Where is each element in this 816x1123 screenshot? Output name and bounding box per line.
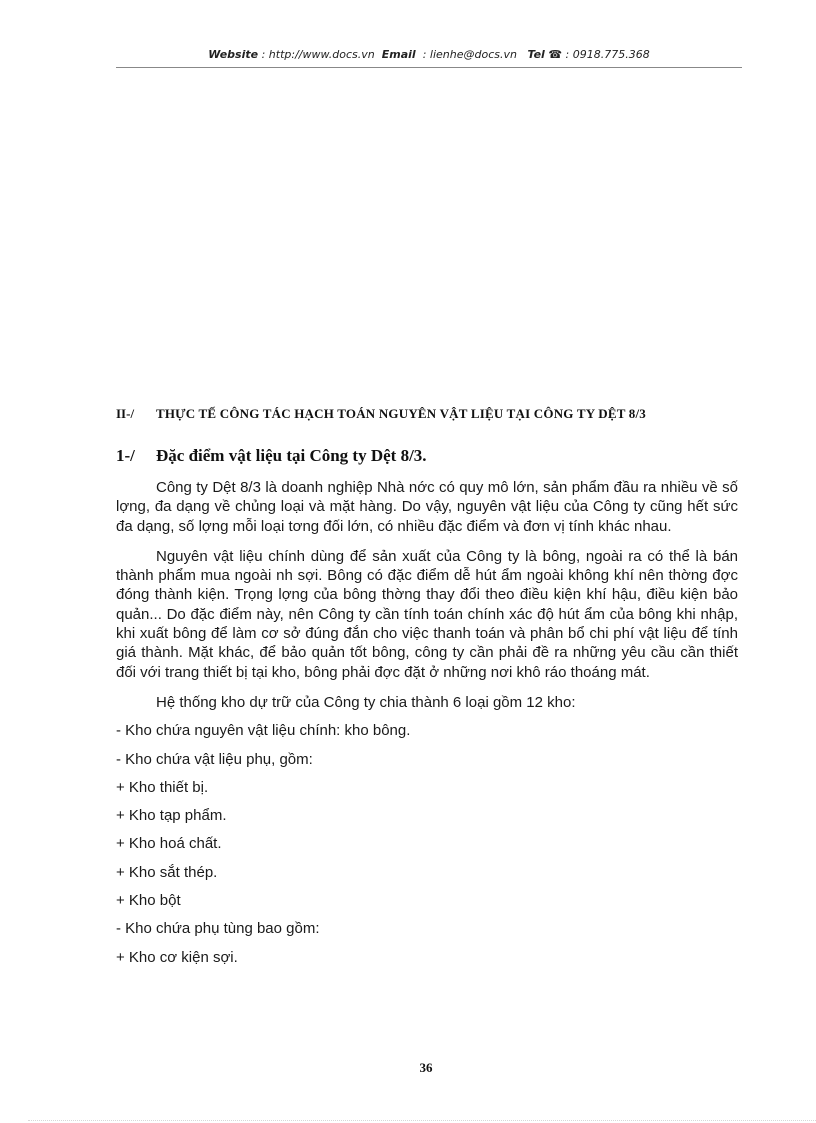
- website-label: Website: [208, 48, 259, 61]
- list-item: - Kho chứa phụ tùng bao gồm:: [116, 920, 320, 938]
- header-divider: [116, 67, 742, 68]
- warehouse-list: [116, 693, 738, 976]
- email-value[interactable]: : lienhe@docs.vn: [422, 48, 517, 61]
- list-item: - Kho chứa nguyên vật liệu chính: kho bông.: [116, 722, 411, 740]
- tel-value: : 0918.775.368: [565, 48, 650, 61]
- subsection-title: Đặc điểm vật liệu tại Công ty Dệt 8/3.: [156, 446, 427, 465]
- subsection-heading: [116, 446, 742, 466]
- website-value[interactable]: : http://www.docs.vn: [261, 48, 375, 61]
- page-number: 36: [419, 1060, 433, 1075]
- list-item: - Kho chứa vật liệu phụ, gồm:: [116, 750, 313, 768]
- phone-icon: ☎: [548, 48, 563, 61]
- list-item: Hệ thống kho dự trữ của Công ty chia thành 6 loại gồm 12 kho:: [156, 693, 576, 711]
- section-number: II-/: [116, 406, 135, 421]
- section-title: THỰC TẾ CÔNG TÁC HẠCH TOÁN NGUYÊN VẬT LIỆU TẠI CÔNG TY DỆT 8/3: [156, 406, 647, 421]
- tel-label: Tel: [527, 48, 545, 61]
- paragraph: Nguyên vật liệu chính dùng để sản xuất của Công ty là bông, ngoài ra có thể là bán thành phẩm mua ngoài nh sợi. Bông có đặc điểm dễ hút ẩm ngoài không khí nên thờng đợc đóng thành kiện. Trọng lợng của bông thờng thay đổi theo điều kiện khí hậu, điều kiện bảo quản... Do đặc điểm này, nên Công ty cần tính toán chính xác độ hút ẩm của bông khi nhập, khi xuất bông để làm cơ sở đúng đắn cho việc thanh toán và phân bổ chi phí vật liệu để tính giá thành. Mặt khác, để bảo quản tốt bông, công ty cần phải đề ra những yêu cầu cần thiết đối với trang thiết bị tại kho, bông phải đợc đặt ở những nơi khô ráo thoáng mát.: [116, 547, 738, 681]
- paragraph: Công ty Dệt 8/3 là doanh nghiệp Nhà nớc có quy mô lớn, sản phẩm đầu ra nhiều về số lợng, đa dạng về chủng loại và mặt hàng. Do vậy, nguyên vật liệu của Công ty cũng hết sức đa dạng, số lợng mỗi loại tơng đối lớn, có nhiều đặc điểm và đơn vị tính khác nhau.: [116, 479, 738, 535]
- section-heading: [116, 406, 742, 422]
- email-label: Email: [381, 48, 416, 61]
- list-item: + Kho sắt thép.: [116, 863, 218, 881]
- footer-divider: [28, 1120, 816, 1121]
- page-header: [116, 48, 742, 61]
- subsection-number: 1-/: [116, 446, 135, 465]
- list-item: + Kho hoá chất.: [116, 835, 222, 853]
- list-item: + Kho bột: [116, 892, 181, 910]
- list-item: + Kho cơ kiện sợi.: [116, 948, 238, 966]
- body-text: [116, 478, 738, 976]
- list-item: + Kho tạp phẩm.: [116, 807, 227, 825]
- list-item: + Kho thiết bị.: [116, 778, 209, 796]
